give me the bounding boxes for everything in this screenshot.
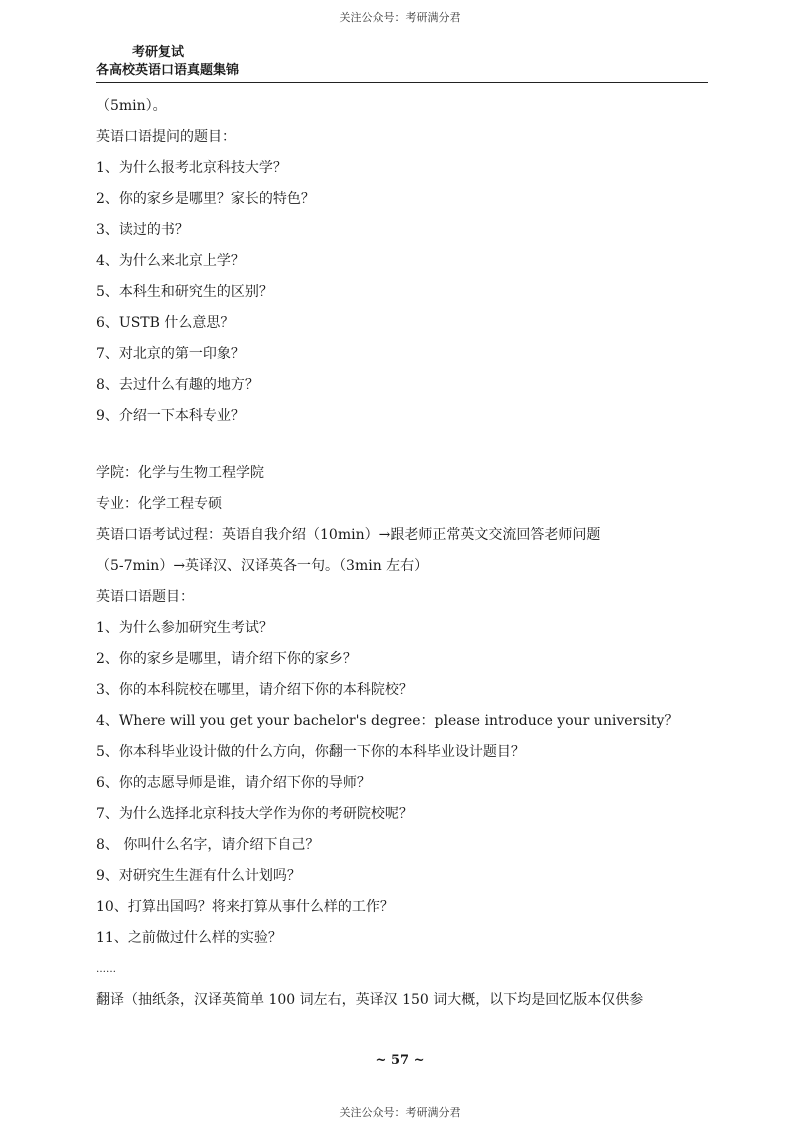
section-spacer [96, 432, 716, 458]
question-item: 2、你的家乡是哪里？家长的特色？ [96, 191, 315, 207]
question-item: 7、对北京的第一印象？ [96, 346, 245, 362]
question-item: 1、为什么报考北京科技大学？ [96, 160, 287, 176]
question-item: 1、为什么参加研究生考试？ [96, 620, 273, 636]
question-item: 6、USTB 什么意思？ [96, 315, 235, 331]
document-body [96, 91, 716, 1016]
question-item: 4、为什么来北京上学？ [96, 253, 245, 269]
question-item: 5、你本科毕业设计做的什么方向，你翻一下你的本科毕业设计题目？ [96, 744, 525, 760]
question-item: 2、你的家乡是哪里，请介绍下你的家乡？ [96, 651, 357, 667]
question-item: 7、为什么选择北京科技大学作为你的考研院校呢？ [96, 806, 413, 822]
question-item: 11、之前做过什么样的实验？ [96, 930, 282, 946]
exam-process-line2: （5-7min）→英译汉、汉译英各一句。（3min 左右） [96, 558, 429, 574]
ellipsis: …… [96, 964, 116, 975]
question-item: 6、你的志愿导师是谁，请介绍下你的导师？ [96, 775, 371, 791]
exam-process-line1: 英语口语考试过程：英语自我介绍（10min）→跟老师正常英文交流回答老师问题 [96, 527, 601, 543]
question-item: 5、本科生和研究生的区别？ [96, 284, 273, 300]
question-item: 10、打算出国吗？将来打算从事什么样的工作？ [96, 899, 394, 915]
translation-note: 翻译（抽纸条，汉译英简单 100 词左右，英译汉 150 词大概，以下均是回忆版本仅供参 [96, 992, 644, 1008]
header-subtitle: 各高校英语口语真题集锦 [96, 63, 240, 78]
question-item: 9、介绍一下本科专业？ [96, 408, 245, 424]
college-label: 学院：化学与生物工程学院 [96, 465, 264, 481]
watermark-bottom: 关注公众号：考研满分君 [339, 1106, 461, 1119]
watermark-top: 关注公众号：考研满分君 [339, 11, 461, 24]
question-item: 3、读过的书？ [96, 222, 189, 238]
page-number: ~ 57 ~ [375, 1053, 425, 1068]
section1-intro: （5min）。 [96, 98, 167, 114]
page-header [96, 44, 708, 80]
section1-heading: 英语口语提问的题目： [96, 129, 236, 145]
major-label: 专业：化学工程专硕 [96, 496, 222, 512]
question-item: 9、对研究生生涯有什么计划吗？ [96, 868, 301, 884]
question-item: 4、Where will you get your bachelor's degree：please introduce your university？ [96, 713, 679, 729]
section2-heading: 英语口语题目： [96, 589, 194, 605]
header-divider [96, 82, 708, 83]
header-title: 考研复试 [132, 45, 185, 60]
question-item: 8、 你叫什么名字，请介绍下自己？ [96, 837, 320, 853]
question-item: 3、你的本科院校在哪里，请介绍下你的本科院校？ [96, 682, 413, 698]
question-item: 8、去过什么有趣的地方？ [96, 377, 259, 393]
